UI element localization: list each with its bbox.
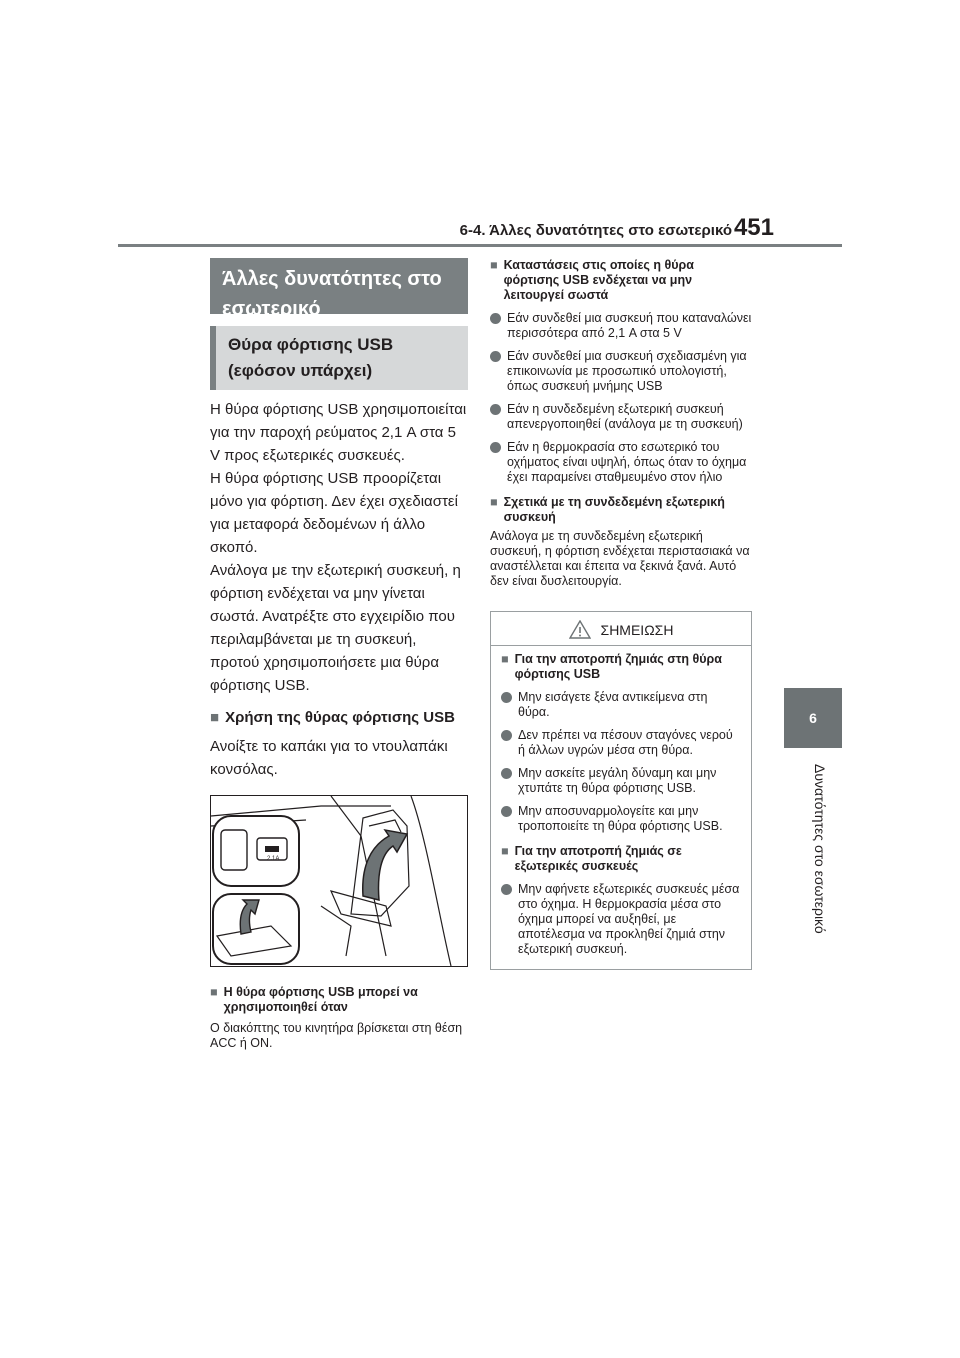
bullet-dot-icon <box>501 768 512 779</box>
case-item <box>490 440 752 485</box>
case-item <box>490 349 752 394</box>
case-item-text: Εάν συνδεθεί μια συσκευή σχεδιασμένη για επικοινωνία με προσωπικό υπολογιστή, όπως συσκευή μνήμης USB <box>507 349 747 393</box>
page-number: 451 <box>733 214 774 241</box>
header-rule <box>118 244 842 247</box>
notice-item-text: Μην ασκείτε μεγάλη δύναμη και μην χτυπάτε τη θύρα φόρτισης USB. <box>518 766 717 795</box>
console-drawing <box>211 796 467 966</box>
intro-paragraph-2: Η θύρα φόρτισης USB προορίζεται μόνο για φόρτιση. Δεν έχει σχεδιαστεί για μεταφορά δεδομένων ή άλλο σκοπό. <box>210 470 458 556</box>
bullet-dot-icon <box>490 404 501 415</box>
open-arrow-icon <box>363 830 407 900</box>
notice-title-text: ΣΗΜΕΙΩΣΗ <box>600 621 674 638</box>
section-title: 6-4. Άλλες δυνατότητες στο εσωτερικό <box>459 222 732 239</box>
case-item <box>490 311 752 341</box>
bullet-dot-icon <box>501 692 512 703</box>
notice-item <box>501 804 741 834</box>
when-heading-text: Η θύρα φόρτισης USB μπορεί να χρησιμοποιηθεί όταν <box>223 985 418 1014</box>
notice-item-text: Μην αποσυναρμολογείτε και μην τροποποιείτε τη θύρα φόρτισης USB. <box>518 804 723 833</box>
right-column <box>490 258 752 970</box>
cases-heading <box>490 258 752 303</box>
chapter-tab[interactable]: 6 <box>784 688 842 748</box>
use-heading-text: Χρήση της θύρας φόρτισης USB <box>225 709 455 726</box>
case-item-text: Εάν η θερμοκρασία στο εσωτερικό του οχήματος είναι υψηλή, όπως όταν το όχημα έχει παραμείνει σταθμευμένο στον ήλιο <box>507 440 747 484</box>
notice-heading-2 <box>501 844 741 874</box>
notice-heading-1-text: Για την αποτροπή ζημιάς στη θύρα φόρτισης USB <box>514 652 722 681</box>
chapter-side-label: Δυνατότητες στο εσωτερικό <box>812 764 828 934</box>
square-bullet-icon: ■ <box>501 652 509 666</box>
notice-item <box>501 766 741 796</box>
section-banner: Άλλες δυνατότητες στο εσωτερικό <box>210 258 468 314</box>
notice-item <box>501 728 741 758</box>
bullet-dot-icon <box>501 730 512 741</box>
page-header <box>0 0 960 248</box>
notice-box <box>490 611 752 970</box>
square-bullet-icon: ■ <box>490 495 498 509</box>
bullet-dot-icon <box>490 442 501 453</box>
left-column <box>210 258 468 1051</box>
notice-title <box>491 620 751 646</box>
intro-paragraph-1: Η θύρα φόρτισης USB χρησιμοποιείται για την παροχή ρεύματος 2,1 A στα 5 V προς εξωτερικές συσκευές. <box>210 401 467 464</box>
notice-item-text: Δεν πρέπει να πέσουν σταγόνες νερού ή άλλων υγρών μέσα στη θύρα. <box>518 728 733 757</box>
bullet-dot-icon <box>501 884 512 895</box>
console-illustration <box>210 795 468 967</box>
notice-item-text: Μην εισάγετε ξένα αντικείμενα στη θύρα. <box>518 690 708 719</box>
case-item <box>490 402 752 432</box>
intro-paragraph-3: Ανάλογα με την εξωτερική συσκευή, η φόρτιση ενδέχεται να μην γίνεται σωστά. Ανατρέξτε στο εγχειρίδιο που περιλαμβάνεται με τη συσκευή, προτού χρησιμοποιήσετε μια θύρα φόρτισης USB. <box>210 562 461 694</box>
bullet-dot-icon <box>490 313 501 324</box>
notice-item <box>501 882 741 957</box>
when-heading <box>210 985 468 1015</box>
device-text: Ανάλογα με τη συνδεδεμένη εξωτερική συσκευή, η φόρτιση ενδέχεται περιστασιακά να αναστέλλεται και έπειτα να ξεκινά ξανά. Αυτό δεν είναι δυσλειτουργία. <box>490 529 750 588</box>
use-heading <box>210 707 468 729</box>
notice-heading-1 <box>501 652 741 682</box>
square-bullet-icon: ■ <box>501 844 509 858</box>
bullet-dot-icon <box>501 806 512 817</box>
subsection-banner: Θύρα φόρτισης USB (εφόσον υπάρχει) <box>210 326 468 390</box>
usb-port-label: 2.1A <box>267 856 280 862</box>
bullet-dot-icon <box>490 351 501 362</box>
case-item-text: Εάν συνδεθεί μια συσκευή που καταναλώνει περισσότερα από 2,1 A στα 5 V <box>507 311 752 340</box>
square-bullet-icon: ■ <box>490 258 498 272</box>
when-text: Ο διακόπτης του κινητήρα βρίσκεται στη θέση ACC ή ON. <box>210 1021 463 1050</box>
device-heading <box>490 495 752 525</box>
notice-item-text: Μην αφήνετε εξωτερικές συσκευές μέσα στο όχημα. Η θερμοκρασία μέσα στο όχημα μπορεί να αυξηθεί, με αποτέλεσμα να προκληθεί ζημιά στην εξωτερική συσκευή. <box>518 882 740 956</box>
warning-icon <box>569 620 591 639</box>
cases-heading-text: Καταστάσεις στις οποίες η θύρα φόρτισης USB ενδέχεται να μην λειτουργεί σωστά <box>503 258 694 302</box>
square-bullet-icon: ■ <box>210 985 218 999</box>
case-item-text: Εάν η συνδεδεμένη εξωτερική συσκευή απενεργοποιηθεί (ανάλογα με τη συσκευή) <box>507 402 743 431</box>
use-text: Ανοίξτε το καπάκι για το ντουλαπάκι κονσόλας. <box>210 738 448 778</box>
notice-heading-2-text: Για την αποτροπή ζημιάς σε εξωτερικές συσκευές <box>514 844 682 873</box>
device-heading-text: Σχετικά με τη συνδεδεμένη εξωτερική συσκευή <box>503 495 725 524</box>
notice-item <box>501 690 741 720</box>
square-bullet-icon: ■ <box>210 709 220 726</box>
